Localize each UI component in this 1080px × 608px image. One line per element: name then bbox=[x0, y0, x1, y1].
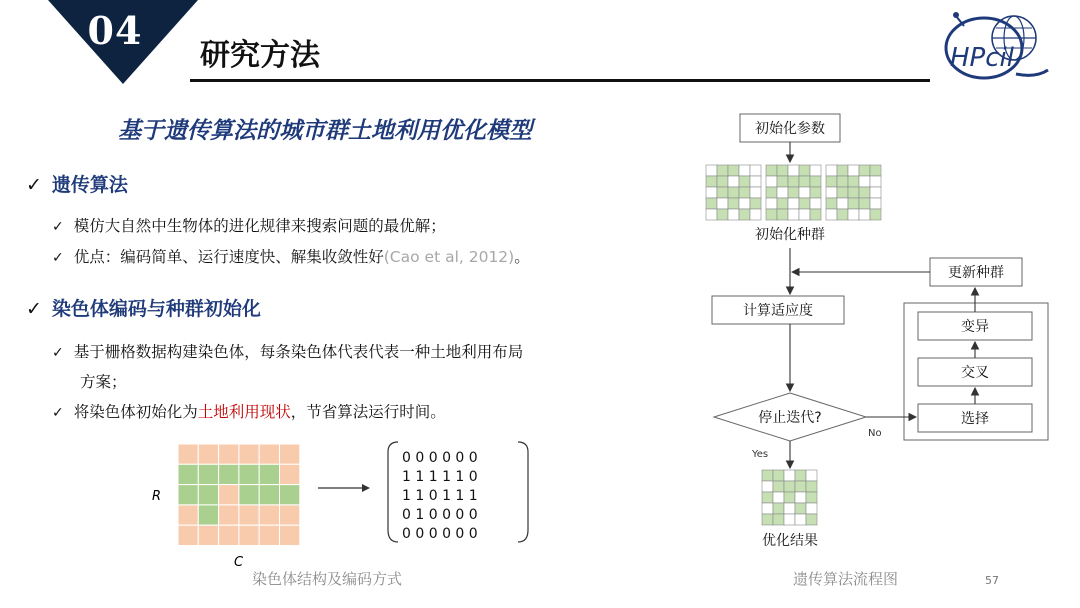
population-grid-cell bbox=[870, 198, 881, 209]
grid-cell bbox=[280, 464, 300, 484]
population-grids bbox=[706, 165, 881, 525]
section-number: 04 bbox=[87, 8, 143, 53]
result-grid-cell bbox=[795, 503, 806, 514]
citation: (Cao et al, 2012) bbox=[383, 248, 515, 266]
population-grid-cell bbox=[826, 187, 837, 198]
grid-cell bbox=[198, 464, 218, 484]
result-grid-cell bbox=[762, 492, 773, 503]
grid-cell bbox=[239, 525, 259, 545]
grid-cell bbox=[280, 444, 300, 464]
figure-caption-left: 染色体结构及编码方式 bbox=[252, 570, 403, 588]
mutation-label: 变异 bbox=[961, 319, 989, 335]
population-grid-cell bbox=[706, 198, 717, 209]
bullet-item: ✓ 模仿大自然中生物体的进化规律来搜索问题的最优解； bbox=[52, 217, 446, 235]
population-grid-cell bbox=[750, 209, 761, 220]
result-grid-cell bbox=[795, 481, 806, 492]
population-grid-cell bbox=[810, 209, 821, 220]
population-grid-cell bbox=[848, 209, 859, 220]
optimal-result-label: 优化结果 bbox=[762, 533, 818, 549]
population-grid-cell bbox=[739, 187, 750, 198]
grid-cell bbox=[280, 525, 300, 545]
grid-cell bbox=[280, 485, 300, 505]
matrix-row: 0 0 0 0 0 0 bbox=[402, 526, 478, 542]
population-grid-cell bbox=[717, 176, 728, 187]
grid-cell bbox=[178, 444, 198, 464]
population-grid-cell bbox=[826, 176, 837, 187]
population-grid-cell bbox=[728, 176, 739, 187]
population-grid-cell bbox=[859, 209, 870, 220]
grid-cell bbox=[178, 485, 198, 505]
population-grid-cell bbox=[799, 209, 810, 220]
result-grid-cell bbox=[773, 514, 784, 525]
grid-cell bbox=[178, 464, 198, 484]
result-grid-cell bbox=[784, 481, 795, 492]
population-grid-cell bbox=[810, 165, 821, 176]
title-divider bbox=[190, 79, 930, 82]
population-grid-cell bbox=[837, 209, 848, 220]
population-grid-cell bbox=[717, 198, 728, 209]
stop-iteration-label: 停止迭代? bbox=[758, 410, 822, 426]
population-grid-cell bbox=[706, 165, 717, 176]
population-grid-cell bbox=[788, 198, 799, 209]
column-label: C bbox=[234, 555, 244, 570]
result-grid-cell bbox=[784, 514, 795, 525]
population-grid-cell bbox=[717, 165, 728, 176]
population-grid-cell bbox=[826, 209, 837, 220]
population-grid-cell bbox=[766, 187, 777, 198]
population-grid-cell bbox=[777, 198, 788, 209]
grid-cell bbox=[219, 505, 239, 525]
population-grid-cell bbox=[799, 198, 810, 209]
population-grid-cell bbox=[837, 176, 848, 187]
arrow-head-icon bbox=[362, 484, 370, 492]
grid-cell bbox=[219, 525, 239, 545]
result-grid-cell bbox=[806, 514, 817, 525]
population-grid-cell bbox=[766, 165, 777, 176]
grid-cell bbox=[259, 444, 279, 464]
population-grid-cell bbox=[810, 176, 821, 187]
figure-caption-right: 遗传算法流程图 bbox=[793, 570, 899, 588]
grid-cell bbox=[219, 464, 239, 484]
grid-cell bbox=[178, 505, 198, 525]
population-grid-cell bbox=[837, 187, 848, 198]
grid-cell bbox=[280, 505, 300, 525]
population-grid-cell bbox=[717, 187, 728, 198]
result-grid-cell bbox=[762, 470, 773, 481]
matrix-right-bracket bbox=[518, 442, 528, 542]
section-heading-encoding: ✓ 染色体编码与种群初始化 bbox=[26, 298, 261, 320]
population-grid-cell bbox=[728, 198, 739, 209]
chromosome-encoding-figure bbox=[140, 438, 540, 574]
result-grid-cell bbox=[773, 470, 784, 481]
population-grid-cell bbox=[717, 209, 728, 220]
bullet-item: ✓ 基于栅格数据构建染色体，每条染色体代表代表一种土地利用布局 bbox=[52, 343, 524, 361]
matrix-left-bracket bbox=[388, 442, 398, 542]
population-grid-cell bbox=[859, 165, 870, 176]
slide-subtitle: 基于遗传算法的城市群土地利用优化模型 bbox=[118, 118, 532, 144]
population-grid-cell bbox=[777, 165, 788, 176]
grid-cell bbox=[198, 444, 218, 464]
check-icon: ✓ bbox=[52, 345, 64, 361]
grid-cell bbox=[259, 464, 279, 484]
result-grid-cell bbox=[773, 481, 784, 492]
population-grid-cell bbox=[870, 176, 881, 187]
grid-cell bbox=[219, 485, 239, 505]
population-grid-cell bbox=[788, 209, 799, 220]
population-grid-cell bbox=[848, 176, 859, 187]
grid-cell bbox=[259, 525, 279, 545]
check-icon: ✓ bbox=[26, 174, 42, 196]
result-grid-cell bbox=[806, 481, 817, 492]
result-grid-cell bbox=[762, 481, 773, 492]
grid-cell bbox=[239, 505, 259, 525]
population-grid-cell bbox=[859, 187, 870, 198]
yes-label: Yes bbox=[752, 449, 769, 460]
bullet-item: ✓ 将染色体初始化为土地利用现状，节省算法运行时间。 bbox=[52, 403, 446, 421]
population-grid-cell bbox=[826, 198, 837, 209]
population-grid-cell bbox=[870, 165, 881, 176]
population-grid-cell bbox=[826, 165, 837, 176]
grid-cell bbox=[198, 525, 218, 545]
population-grid-cell bbox=[837, 198, 848, 209]
population-grid-cell bbox=[870, 209, 881, 220]
crossover-label: 交叉 bbox=[961, 365, 989, 381]
matrix-row: 0 1 0 0 0 0 bbox=[402, 507, 478, 523]
population-grid-cell bbox=[739, 209, 750, 220]
population-grid-cell bbox=[739, 165, 750, 176]
population-grid-cell bbox=[799, 187, 810, 198]
result-grid-cell bbox=[806, 503, 817, 514]
population-grid-cell bbox=[810, 198, 821, 209]
init-params-label: 初始化参数 bbox=[755, 121, 825, 137]
population-grid-cell bbox=[728, 209, 739, 220]
population-grid-cell bbox=[766, 198, 777, 209]
section-heading-ga: ✓ 遗传算法 bbox=[26, 174, 128, 196]
population-grid-cell bbox=[848, 187, 859, 198]
population-grid-cell bbox=[799, 176, 810, 187]
population-grid-cell bbox=[788, 176, 799, 187]
population-grid-cell bbox=[788, 187, 799, 198]
result-grid-cell bbox=[784, 503, 795, 514]
init-population-label: 初始化种群 bbox=[755, 227, 825, 243]
result-grid-cell bbox=[795, 470, 806, 481]
grid-cell bbox=[178, 525, 198, 545]
ga-flowchart bbox=[700, 110, 1060, 550]
update-population-label: 更新种群 bbox=[948, 265, 1004, 281]
population-grid-cell bbox=[706, 187, 717, 198]
result-grid-cell bbox=[762, 514, 773, 525]
page-title: 研究方法 bbox=[200, 38, 320, 73]
population-grid-cell bbox=[777, 176, 788, 187]
matrix-row: 1 1 1 1 1 0 bbox=[402, 469, 478, 485]
result-grid-cell bbox=[773, 492, 784, 503]
result-grid-cell bbox=[806, 470, 817, 481]
population-grid-cell bbox=[799, 165, 810, 176]
result-grid-cell bbox=[806, 492, 817, 503]
hpcil-logo bbox=[936, 8, 1052, 80]
grid-cell bbox=[198, 485, 218, 505]
population-grid-cell bbox=[750, 187, 761, 198]
grid-cell bbox=[239, 444, 259, 464]
population-grid-cell bbox=[766, 176, 777, 187]
population-grid-cell bbox=[788, 165, 799, 176]
logo-text: HPcil bbox=[950, 43, 1014, 73]
highlight-text: 土地利用现状 bbox=[197, 403, 291, 421]
population-grid-cell bbox=[848, 165, 859, 176]
no-label: No bbox=[868, 428, 882, 439]
grid-cell bbox=[259, 485, 279, 505]
population-grid-cell bbox=[810, 187, 821, 198]
selection-label: 选择 bbox=[961, 411, 989, 427]
bullet-item-continuation: 方案； bbox=[80, 373, 127, 391]
population-grid-cell bbox=[706, 176, 717, 187]
population-grid-cell bbox=[766, 209, 777, 220]
population-grid-cell bbox=[750, 176, 761, 187]
grid-cell bbox=[219, 444, 239, 464]
grid-cell bbox=[259, 505, 279, 525]
check-icon: ✓ bbox=[52, 405, 64, 421]
population-grid-cell bbox=[837, 165, 848, 176]
result-grid-cell bbox=[795, 514, 806, 525]
page-number: 57 bbox=[985, 574, 999, 587]
population-grid-cell bbox=[870, 187, 881, 198]
population-grid-cell bbox=[706, 209, 717, 220]
result-grid-cell bbox=[784, 470, 795, 481]
population-grid-cell bbox=[750, 198, 761, 209]
row-label: R bbox=[152, 489, 162, 504]
matrix-row: 1 1 0 1 1 1 bbox=[402, 488, 478, 504]
population-grid-cell bbox=[859, 176, 870, 187]
check-icon: ✓ bbox=[52, 219, 64, 235]
population-grid-cell bbox=[777, 209, 788, 220]
population-grid-cell bbox=[739, 198, 750, 209]
check-icon: ✓ bbox=[26, 298, 42, 320]
population-grid-cell bbox=[848, 198, 859, 209]
grid-cell bbox=[198, 505, 218, 525]
bullet-item: ✓ 优点：编码简单、运行速度快、解集收敛性好(Cao et al, 2012)。 bbox=[52, 248, 530, 266]
population-grid-cell bbox=[859, 198, 870, 209]
compute-fitness-label: 计算适应度 bbox=[743, 303, 813, 319]
population-grid-cell bbox=[750, 165, 761, 176]
population-grid-cell bbox=[728, 165, 739, 176]
raster-grid bbox=[178, 444, 300, 546]
result-grid-cell bbox=[795, 492, 806, 503]
grid-cell bbox=[239, 464, 259, 484]
population-grid-cell bbox=[728, 187, 739, 198]
check-icon: ✓ bbox=[52, 250, 64, 266]
population-grid-cell bbox=[739, 176, 750, 187]
matrix-row: 0 0 0 0 0 0 bbox=[402, 450, 478, 466]
result-grid-cell bbox=[773, 503, 784, 514]
result-grid-cell bbox=[784, 492, 795, 503]
grid-cell bbox=[239, 485, 259, 505]
result-grid-cell bbox=[762, 503, 773, 514]
population-grid-cell bbox=[777, 187, 788, 198]
